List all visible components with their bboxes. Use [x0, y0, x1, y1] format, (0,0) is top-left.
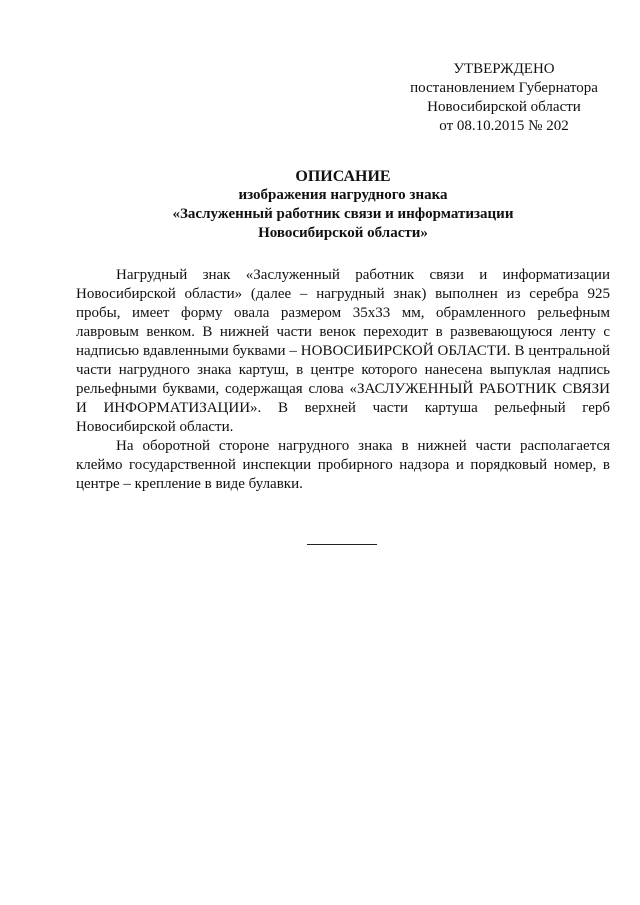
title-badge-name: «Заслуженный работник связи и информатизации [172, 206, 514, 222]
title-heading: ОПИСАНИЕ [295, 168, 391, 185]
approval-stamp [398, 60, 610, 136]
title-subheading: изображения нагрудного знака [238, 187, 448, 203]
title-badge-region: Новосибирской области» [258, 225, 428, 241]
paragraph-reverse-side: На оборотной стороне нагрудного знака в нижней части располагается клеймо государственной инспекции пробирного надзора и порядковый номер, в центре – крепление в виде булавки. [76, 438, 610, 492]
closing-divider [307, 544, 377, 545]
approval-decree: постановлением Губернатора [410, 80, 598, 96]
document-body [76, 266, 610, 494]
document-title [76, 167, 610, 243]
approval-date-number: от 08.10.2015 № 202 [439, 118, 569, 134]
approval-region: Новосибирской области [427, 99, 581, 115]
paragraph-description: Нагрудный знак «Заслуженный работник связи и информатизации Новосибирской области» (далее – нагрудный знак) выполнен из серебра 925 пробы, имеет форму овала размером 35х33 мм, обрамленного рельефным лавровым венком. В нижней части венок переходит в развевающуюся ленту с надписью вдавленными буквами – НОВОСИБИРСКОЙ ОБЛАСТИ. В центральной части нагрудного знака картуш, в центре которого нанесена выпуклая надпись рельефными буквами, содержащая слова «ЗАСЛУЖЕННЫЙ РАБОТНИК СВЯЗИ И ИНФОРМАТИЗАЦИИ». В верхней части картуша рельефный герб Новосибирской области. [76, 267, 610, 435]
approval-title: УТВЕРЖДЕНО [453, 61, 555, 77]
